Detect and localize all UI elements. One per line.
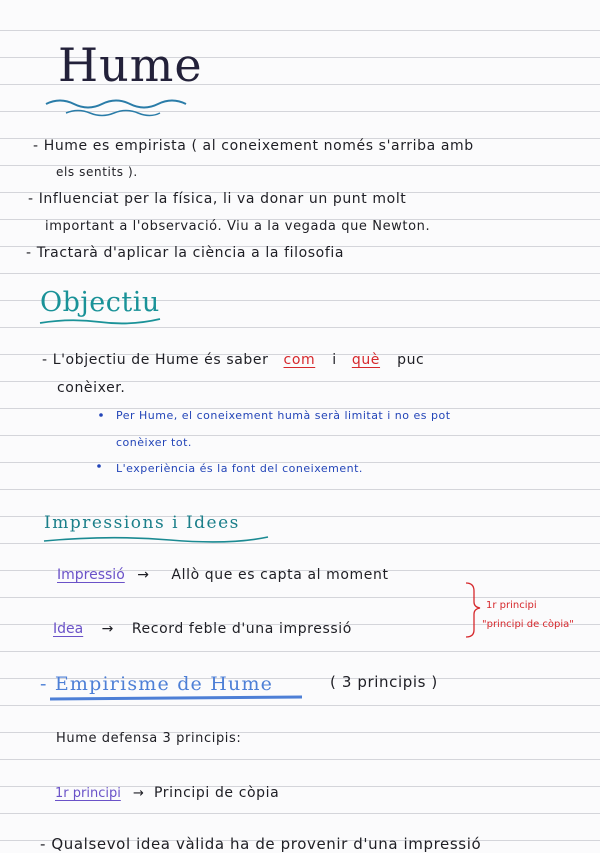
title-wave [46,101,186,108]
impressio-row [57,567,389,583]
bullet-1-line-1: Per Hume, el coneixement humà serà limitat i no es pot [116,409,451,422]
impressio-label: Impressió [57,567,125,583]
principi-arrow: → [132,786,144,801]
red-note-line-1: 1r principi [486,600,537,611]
impressio-arrow: → [137,567,149,583]
idea-label: Idea [53,621,84,637]
objectiu-underline [40,319,160,323]
empirisme-heading: - Empirisme de Hume [40,673,274,695]
impressions-heading: Impressions i Idees [44,513,240,533]
page-title: Hume [58,38,203,92]
objectiu-line-2: conèixer. [57,380,126,396]
idea-arrow: → [101,621,114,637]
impressio-text: Allò que es capta al moment [171,567,389,583]
bullet-2: L'experiència és la font del coneixement. [116,462,363,475]
empirisme-line-1: Hume defensa 3 principis: [56,731,242,746]
intro-line-2: els sentits ). [56,165,138,179]
cut-off-line: - Qualsevol idea vàlida ha de provenir d'una impressió [40,835,482,853]
objectiu-com: com [283,352,316,368]
objectiu-heading: Objectiu [40,287,160,318]
bullet-dot-1 [99,413,103,417]
objectiu-i: i [332,352,337,368]
title-wave-small [66,111,160,116]
red-brace [466,583,480,637]
red-note-line-2: "principi de còpia" [482,619,574,630]
idea-row [53,621,352,637]
empirisme-subheading: ( 3 principis ) [330,673,438,691]
bullet-dot-2 [97,464,101,468]
objectiu-paragraph [42,352,424,368]
principi-row [55,785,279,801]
intro-line-3: - Influenciat per la física, li va donar un punt molt [28,191,407,207]
objectiu-que: què [351,352,381,368]
objectiu-text: - L'objectiu de Hume és saber [42,352,269,368]
principi-text: Principi de còpia [154,785,280,801]
impressions-underline [44,537,268,542]
principi-label: 1r principi [55,786,121,801]
intro-line-4: important a l'observació. Viu a la vegada que Newton. [45,219,431,234]
objectiu-puc: puc [397,352,425,368]
idea-text: Record feble d'una impressió [131,621,352,637]
intro-line-1: - Hume es empirista ( al coneixement només s'arriba amb [33,138,474,154]
empirisme-underline [50,697,302,699]
intro-line-5: - Tractarà d'aplicar la ciència a la filosofia [26,245,345,261]
bullet-1-line-2: conèixer tot. [116,436,192,449]
